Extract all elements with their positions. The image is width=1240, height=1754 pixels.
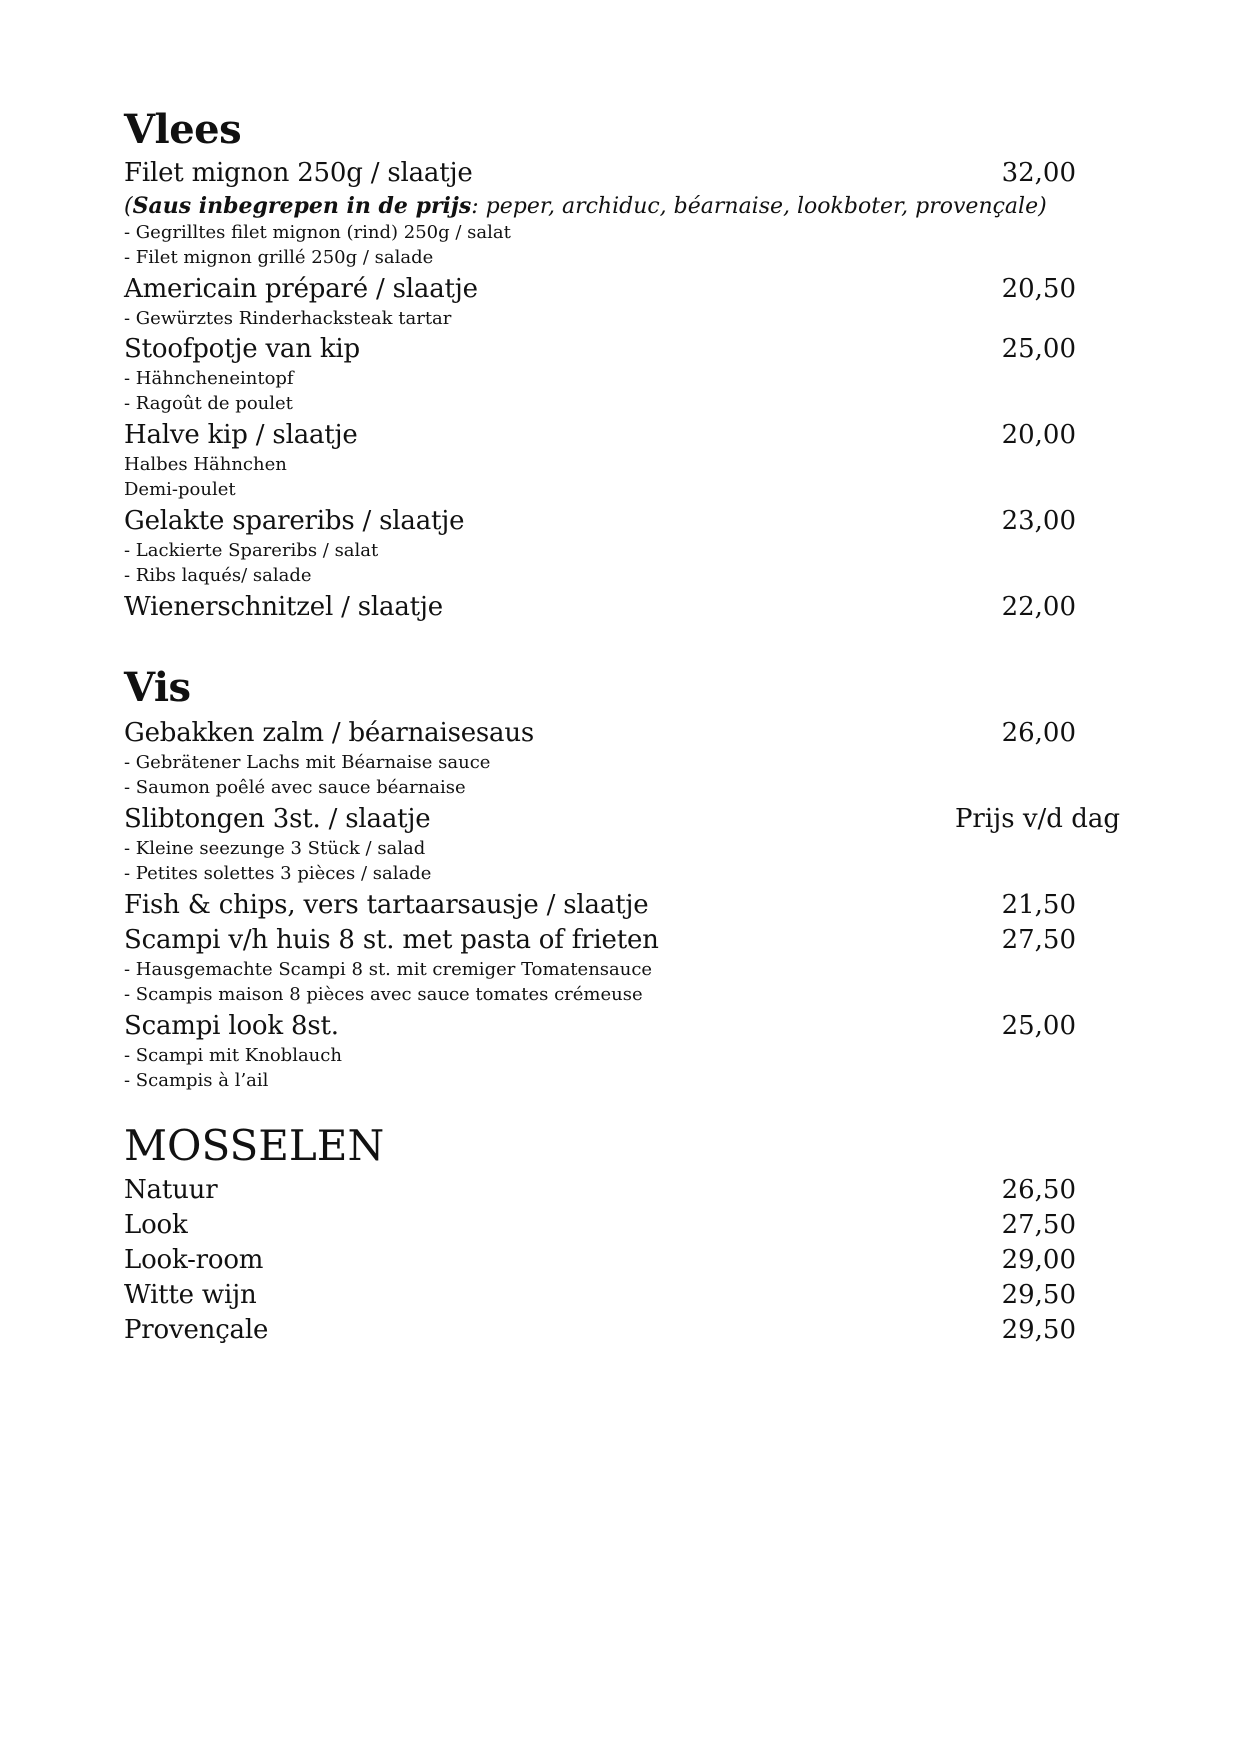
menu-item bbox=[124, 272, 1076, 306]
dish-name: Provençale bbox=[124, 1315, 269, 1345]
sauce-note-bold: Saus inbegrepen in de prijs bbox=[132, 193, 472, 219]
menu-item bbox=[124, 418, 1076, 452]
dish-name: Fish & chips, vers tartaarsausje / slaatje bbox=[124, 890, 649, 920]
dish-price: 20,50 bbox=[1001, 274, 1076, 304]
dish-price: Prijs v/d dag bbox=[954, 804, 1120, 834]
dish-description: - Saumon poêlé avec sauce béarnaise bbox=[124, 777, 466, 798]
dish-name: Scampi look 8st. bbox=[124, 1011, 339, 1041]
sauce-note bbox=[124, 191, 1047, 222]
menu-item bbox=[124, 923, 1076, 957]
dish-name: Americain préparé / slaatje bbox=[124, 274, 478, 304]
dish-description: Halbes Hähnchen bbox=[124, 454, 287, 475]
dish-name: Look bbox=[124, 1210, 188, 1240]
dish-description: - Ragoût de poulet bbox=[124, 393, 293, 414]
dish-name: Wienerschnitzel / slaatje bbox=[124, 592, 443, 622]
dish-description: - Petites solettes 3 pièces / salade bbox=[124, 863, 432, 884]
dish-price: 25,00 bbox=[1001, 334, 1076, 364]
dish-name: Gebakken zalm / béarnaisesaus bbox=[124, 718, 535, 748]
menu-item bbox=[124, 1243, 1076, 1277]
dish-name: Witte wijn bbox=[124, 1280, 257, 1310]
dish-price: 29,50 bbox=[1001, 1280, 1076, 1310]
dish-price: 29,00 bbox=[1001, 1245, 1076, 1275]
section-title-mosselen: MOSSELEN bbox=[124, 1121, 385, 1170]
dish-name: Slibtongen 3st. / slaatje bbox=[124, 804, 431, 834]
dish-description: - Ribs laqués/ salade bbox=[124, 565, 312, 586]
dish-price: 27,50 bbox=[1001, 1210, 1076, 1240]
menu-item bbox=[124, 504, 1076, 538]
dish-price: 26,50 bbox=[1001, 1175, 1076, 1205]
dish-price: 21,50 bbox=[1001, 890, 1076, 920]
dish-description: - Lackierte Spareribs / salat bbox=[124, 540, 379, 561]
dish-name: Scampi v/h huis 8 st. met pasta of frieten bbox=[124, 925, 659, 955]
dish-name: Natuur bbox=[124, 1175, 218, 1205]
dish-name: Halve kip / slaatje bbox=[124, 420, 358, 450]
dish-description: - Filet mignon grillé 250g / salade bbox=[124, 247, 434, 268]
dish-description: - Gewürztes Rinderhacksteak tartar bbox=[124, 308, 452, 329]
dish-name: Gelakte spareribs / slaatje bbox=[124, 506, 465, 536]
section-title-vlees: Vlees bbox=[124, 106, 242, 153]
dish-name: Stoofpotje van kip bbox=[124, 334, 360, 364]
sauce-note-rest: : peper, archiduc, béarnaise, lookboter, provençale) bbox=[471, 194, 1047, 219]
menu-item bbox=[124, 156, 1076, 190]
dish-description: - Scampi mit Knoblauch bbox=[124, 1045, 342, 1066]
dish-price: 20,00 bbox=[1001, 420, 1076, 450]
menu-item bbox=[124, 802, 1120, 836]
dish-description: - Hähncheneintopf bbox=[124, 368, 294, 389]
menu-item bbox=[124, 1009, 1076, 1043]
dish-description: - Gebrätener Lachs mit Béarnaise sauce bbox=[124, 752, 491, 773]
dish-description: Demi-poulet bbox=[124, 479, 236, 500]
sauce-note-open: ( bbox=[124, 194, 133, 219]
dish-description: - Hausgemachte Scampi 8 st. mit cremiger Tomatensauce bbox=[124, 959, 653, 980]
menu-item bbox=[124, 1173, 1076, 1207]
dish-description: - Scampis à l’ail bbox=[124, 1070, 269, 1091]
dish-price: 27,50 bbox=[1001, 925, 1076, 955]
dish-name: Filet mignon 250g / slaatje bbox=[124, 158, 473, 188]
dish-price: 22,00 bbox=[1001, 592, 1076, 622]
dish-description: - Scampis maison 8 pièces avec sauce tomates crémeuse bbox=[124, 984, 643, 1005]
dish-price: 23,00 bbox=[1001, 506, 1076, 536]
section-title-vis: Vis bbox=[124, 664, 191, 711]
dish-name: Look-room bbox=[124, 1245, 264, 1275]
menu-item bbox=[124, 332, 1076, 366]
dish-description: - Gegrilltes filet mignon (rind) 250g / salat bbox=[124, 222, 511, 243]
menu-item bbox=[124, 1208, 1076, 1242]
menu-item bbox=[124, 590, 1076, 624]
dish-price: 26,00 bbox=[1001, 718, 1076, 748]
dish-price: 29,50 bbox=[1001, 1315, 1076, 1345]
menu-item bbox=[124, 1278, 1076, 1312]
dish-description: - Kleine seezunge 3 Stück / salad bbox=[124, 838, 426, 859]
menu-item bbox=[124, 716, 1076, 750]
dish-price: 32,00 bbox=[1001, 158, 1076, 188]
dish-price: 25,00 bbox=[1001, 1011, 1076, 1041]
menu-item bbox=[124, 1313, 1076, 1347]
menu-item bbox=[124, 888, 1076, 922]
